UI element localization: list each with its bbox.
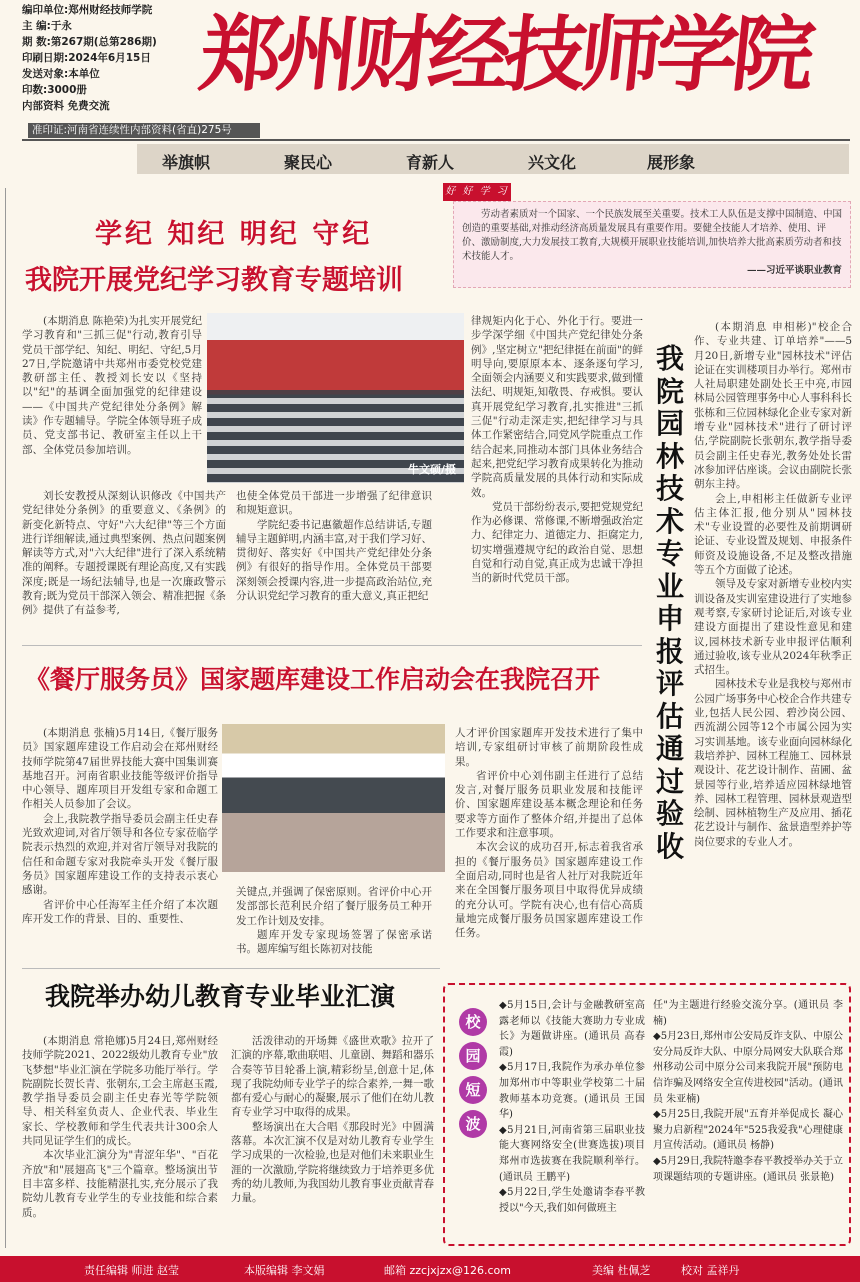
slogan-item: 兴文化 <box>528 153 577 172</box>
paragraph: 也使全体党员干部进一步增强了纪律意识和规矩意识。 <box>236 490 432 517</box>
article1-col1-bottom <box>22 489 226 632</box>
article1-col3 <box>471 314 643 614</box>
paragraph: 党员干部纷纷表示,要把党规党纪作为必修课、常修课,不断增强政治定力、纪律定力、道德定力、拒腐定力,切实增强遵规守纪的政治自觉、思想自觉和行动自觉,真正成为忠诚干净担当的新时代党员干部。 <box>471 500 643 585</box>
news-item: 任"为主题进行经验交流分享。(通讯员 李楠) <box>653 1000 843 1027</box>
article3-title: 《餐厅服务员》国家题库建设工作启动会在我院召开 <box>25 665 601 694</box>
permit-bar: 准印证:河南省连续性内部资料(省直)275号 <box>28 123 260 138</box>
slogan-item: 育新人 <box>406 153 455 172</box>
info-line: 内部资料 免费交流 <box>22 100 110 112</box>
header-rule <box>22 139 850 141</box>
paragraph: (本期消息 陈艳荣)为扎实开展党纪学习教育和"三抓三促"行动,教育引导党员干部学纪、知纪、明纪、守纪,5月27日,学院邀请中共郑州市委党校党建教研部主任、教授刘长安以《坚持以"纪"的基调全面加强党的纪律建设——《中国共产党纪律处分条例》解读》作专题辅导。学院全体领导班子成员、党支部书记、教研室主任以上干部、全体党员参加培训。 <box>22 315 202 456</box>
info-line: 发送对象:本单位 <box>22 68 100 80</box>
paragraph: 园林技术专业是我校与郑州市公园广场事务中心校企合作共建专业,包括人民公园、碧沙岗公园、西流湖公园等12个市属公园为实习实训基地。该专业面向园林绿化栽培养护、园林工程施工、园林景观设计、花艺设计制作、苗圃、盆景园等行业,培养适应园林绿地管养、园林工程管理、园林景观造型绘制、园林植物生产及应用、插花花艺设计与制作、盆景造型养护等岗位要求的专业人才。 <box>694 678 852 848</box>
slogan-item: 举旗帜 <box>162 153 211 172</box>
paragraph: 省评价中心任海军主任介绍了本次题库开发工作的背景、目的、重要性、 <box>22 898 218 925</box>
slogan-item: 聚民心 <box>284 153 333 172</box>
slogan-bar <box>137 144 849 174</box>
tag-char: 波 <box>459 1110 487 1138</box>
info-line: 印刷日期:2024年6月15日 <box>22 52 151 64</box>
campus-news-tag <box>459 1008 491 1144</box>
info-line: 期 数:第267期(总第286期) <box>22 36 157 48</box>
paragraph: 学院纪委书记惠徽超作总结讲话,专题辅导主题鲜明,内涵丰富,对于我们学习好、贯彻好、落实好《中国共产党纪律处分条例》有很好的指导作用。全体党员干部要深刻领会授课内容,进一步提高政治站位,充分认识党纪学习教育的重大意义,真正把纪 <box>236 518 432 603</box>
article2-vertical-title: 我院园林技术专业申报评估通过验收 <box>655 342 684 863</box>
paragraph: (本期消息 张楠)5月14日,《餐厅服务员》国家题库建设工作启动会在郑州财经技师学院第47届世界技能大赛中国集训赛基地召开。河南省职业技能等级评价指导中心领导、题库项目开发组专家和命题工作相关人员参加了会议。 <box>22 727 218 811</box>
paragraph: (本期消息 申相彬)"校企合作、专业共建、订单培养"——5月20日,新增专业"园林技术"评估论证在实训楼项目办举行。郑州市人社局职建处副处长王中亮,市园林局公园管理事务中心人事科科长张栋和三位园林绿化企业专家对新增专业"园林技术"进行了研讨评估,学院副院长张朝东,教学指导委员会副主任史春光,教务处处长雷冰参加评估座谈。会议由副院长张朝东主持。 <box>694 321 852 491</box>
quote-source: ——习近平谈职业教育 <box>746 265 842 276</box>
quote-box <box>453 201 851 288</box>
paragraph: 人才评价国家题库开发技术进行了集中培训,专家组研讨审核了前期阶段性成果。 <box>455 727 643 768</box>
campus-news-left <box>499 998 645 1242</box>
paragraph: 领导及专家对新增专业校内实训设备及实训室建设进行了实地参观考察,专家研讨论证后,对该专业建设方面提出了建设性意见和建议,园林技术新专业申报评估顺利通过验收,该专业从2024年秋季正式招生。 <box>694 578 852 677</box>
news-item: ◆5月29日,我院特邀李春平教授举办关于立项课题结项的专题讲座。(通讯员 张景艳) <box>653 1155 843 1183</box>
tag-char: 校 <box>459 1008 487 1036</box>
news-item: ◆5月25日,我院开展"五育并举促成长 凝心聚力启新程"2024年"525我爱我"心理健康月宣传活动。(通讯员 杨静) <box>653 1109 843 1152</box>
quote-label: 好 好 学 习 <box>443 183 511 201</box>
paragraph: 律规矩内化于心、外化于行。要进一步学深学细《中国共产党纪律处分条例》,坚定树立"把纪律挺在前面"的鲜明导向,要原原本本、逐条逐句学习,全面领会内涵要义和实践要求,做到懂法纪、明规矩,知敬畏、存戒惧。要认真开展党纪学习教育,扎实推进"三抓三促"行动走深走实,把纪律学习与具体工作紧密结合,同党风学院重点工作结合起来,同推动本部门具体业务结合起来,把党纪学习教育成果转化为推动学院高质量发展的具体行动和实际成效。 <box>471 315 643 499</box>
left-margin-rule <box>0 188 6 1248</box>
photo-caption: 牛文硕/摄 <box>407 463 456 476</box>
info-line: 印数:3000册 <box>22 84 87 96</box>
section-divider <box>22 645 642 646</box>
masthead-info <box>22 2 222 114</box>
paragraph: 本次会议的成功召开,标志着我省承担的《餐厅服务员》国家题库建设工作全面启动,同时也是省人社厅对我院近年来在全国餐厅服务项目中取得优异成绩的充分认可。学院有决心,也有信心高质量地完成餐厅服务员国家题库建设工作任务。 <box>455 841 643 940</box>
footer-email: 邮箱 zzcjxjzx@126.com <box>384 1264 511 1277</box>
info-line: 编印单位:郑州财经技师学院 <box>22 4 153 16</box>
slogan-item: 展形象 <box>647 153 696 172</box>
paragraph: 省评价中心刘伟副主任进行了总结发言,对餐厅服务员职业发展和技能评价、国家题库建设基本概念理论和任务要求等方面作了整体介绍,并提出了总体工作要求和注意事项。 <box>455 769 643 840</box>
article2-text <box>694 320 852 950</box>
paragraph: (本期消息 常艳娜)5月24日,郑州财经技师学院2021、2022级幼儿教育专业"放飞梦想"毕业汇演在学院多功能厅举行。学院副院长贺长青、张朝东,工会主席赵玉霞,教学指导委员会副主任史春光等学院领导、相关科室负责人、企业代表、毕业生家长、学校教师和学生代表共计300余人共同见证学生们的成长。 <box>22 1035 218 1148</box>
paragraph: 关键点,并强调了保密原则。省评价中心开发部部长范利民介绍了餐厅服务员工种开发工作计划及安排。 <box>236 886 432 927</box>
paragraph: 刘长安教授从深刻认识修改《中国共产党纪律处分条例》的重要意义、《条例》的新变化新特点、守好"六大纪律"等三个方面进行详细解读,通过典型案例、热点问题案例解读等方式,对"六大纪律"进行了深入系统精准的阐释。专题授课既有理论高度,又有实践深度;既是一场纪法辅导,也是一次廉政警示教育;既为党员干部深入领会、精准把握《条例》提供了有益参考, <box>22 490 226 617</box>
article1-col2 <box>236 489 432 632</box>
article4-col1 <box>22 1034 218 1248</box>
article3-col3 <box>455 726 643 956</box>
section-divider <box>22 968 440 969</box>
news-item: ◆5月17日,我院作为承办单位参加郑州市中等职业学校第二十届教师基本功竞赛。(通讯员 王国华) <box>499 1062 645 1121</box>
news-item: ◆5月23日,郑州市公安局反诈支队、中原公安分局反诈大队、中原分局网安大队联合郑州移动公司中原分公司来我院开展"预防电信诈骗及网络安全宣传进校园"活动。(通讯员 朱亚楠) <box>653 1031 843 1105</box>
paragraph: 会上,我院教学指导委员会副主任史春光致欢迎词,对省厅领导和各位专家莅临学院表示热烈的欢迎,并对省厅领导对我院的信任和命题专家对我院牵头开发《餐厅服务员》国家题库建设工作的支持表示衷心感谢。 <box>22 812 218 897</box>
article3-col1 <box>22 726 218 956</box>
footer-editor: 责任编辑 师进 赵莹 <box>84 1264 179 1277</box>
meeting-photo <box>222 724 445 872</box>
quote-text: 劳动者素质对一个国家、一个民族发展至关重要。技术工人队伍是支撑中国制造、中国创造的重要基础,对推动经济高质量发展具有重要作用。要健全技能人才培养、使用、评价、激励制度,大力发展技工教育,大规模开展职业技能培训,加快培养大批高素质劳动者和技术技能人才。 <box>462 209 843 262</box>
info-line: 主 编:于永 <box>22 20 72 32</box>
article4-col2 <box>231 1034 434 1248</box>
article4-title: 我院举办幼儿教育专业毕业汇演 <box>45 982 396 1011</box>
paragraph: 本次毕业汇演分为"青涩年华"、"百花齐放"和"展翅高飞"三个篇章。整场演出节目丰富多样、技能精湛扎实,充分展示了我院幼儿教育专业学生的专业技能和综合素质。 <box>22 1149 218 1219</box>
footer-art-editor: 美编 杜佩芝 <box>592 1264 651 1277</box>
campus-news-right <box>653 998 843 1242</box>
training-photo <box>207 313 464 483</box>
footer-proofreader: 校对 孟祥丹 <box>681 1264 740 1277</box>
article3-col2 <box>236 885 432 957</box>
footer-bar <box>0 1256 860 1282</box>
footer-layout-editor: 本版编辑 李文娟 <box>244 1264 325 1277</box>
paragraph: 整场演出在大合唱《那段时光》中圆满落幕。本次汇演不仅是对幼儿教育专业学生学习成果的一次检验,也是对他们未来职业生涯的一次激励,学院将继续致力于培养更多优秀的幼儿教师,为我国幼儿教育事业贡献青春力量。 <box>231 1120 434 1205</box>
paragraph: 活泼律动的开场舞《盛世欢歌》拉开了汇演的序幕,歌曲联唱、儿童剧、舞蹈和器乐合奏等节目轮番上演,精彩纷呈,创意十足,体现了我院幼师专业学子的综合素养,一舞一歌都有爱心与耐心的凝聚,展示了他们在幼儿教育专业学习中取得的成果。 <box>231 1035 434 1119</box>
news-item: ◆5月22日,学生处邀请李春平教授以"今天,我们如何做班主 <box>499 1187 645 1214</box>
article1-title-line2: 我院开展党纪学习教育专题培训 <box>25 265 403 296</box>
news-item: ◆5月21日,河南省第三届职业技能大赛网络安全(世赛选拔)项目郑州市选拔赛在我院顺利举行。(通讯员 王鹏平) <box>499 1124 645 1183</box>
tag-char: 园 <box>459 1042 487 1070</box>
paragraph: 会上,申相彬主任做新专业评估主体汇报,他分别从"园林技术"专业设置的必要性及前期调研论证、专业设置及规划、申报条件师资及设施设备,不足及整改措施等五个方面做了论述。 <box>694 492 852 577</box>
news-item: ◆5月15日,会计与金融教研室高露老师以《技能大赛助力专业成长》为题做讲座。(通讯员 高春霞) <box>499 1000 645 1058</box>
paragraph: 题库开发专家现场签署了保密承诺书。题库编写组长陈初对技能 <box>236 928 432 956</box>
article1-col1-top <box>22 314 202 488</box>
tag-char: 短 <box>459 1076 487 1104</box>
article1-title-line1: 学纪 知纪 明纪 守纪 <box>95 219 373 250</box>
newspaper-logo: 郑州财经技师学院 <box>195 7 814 103</box>
